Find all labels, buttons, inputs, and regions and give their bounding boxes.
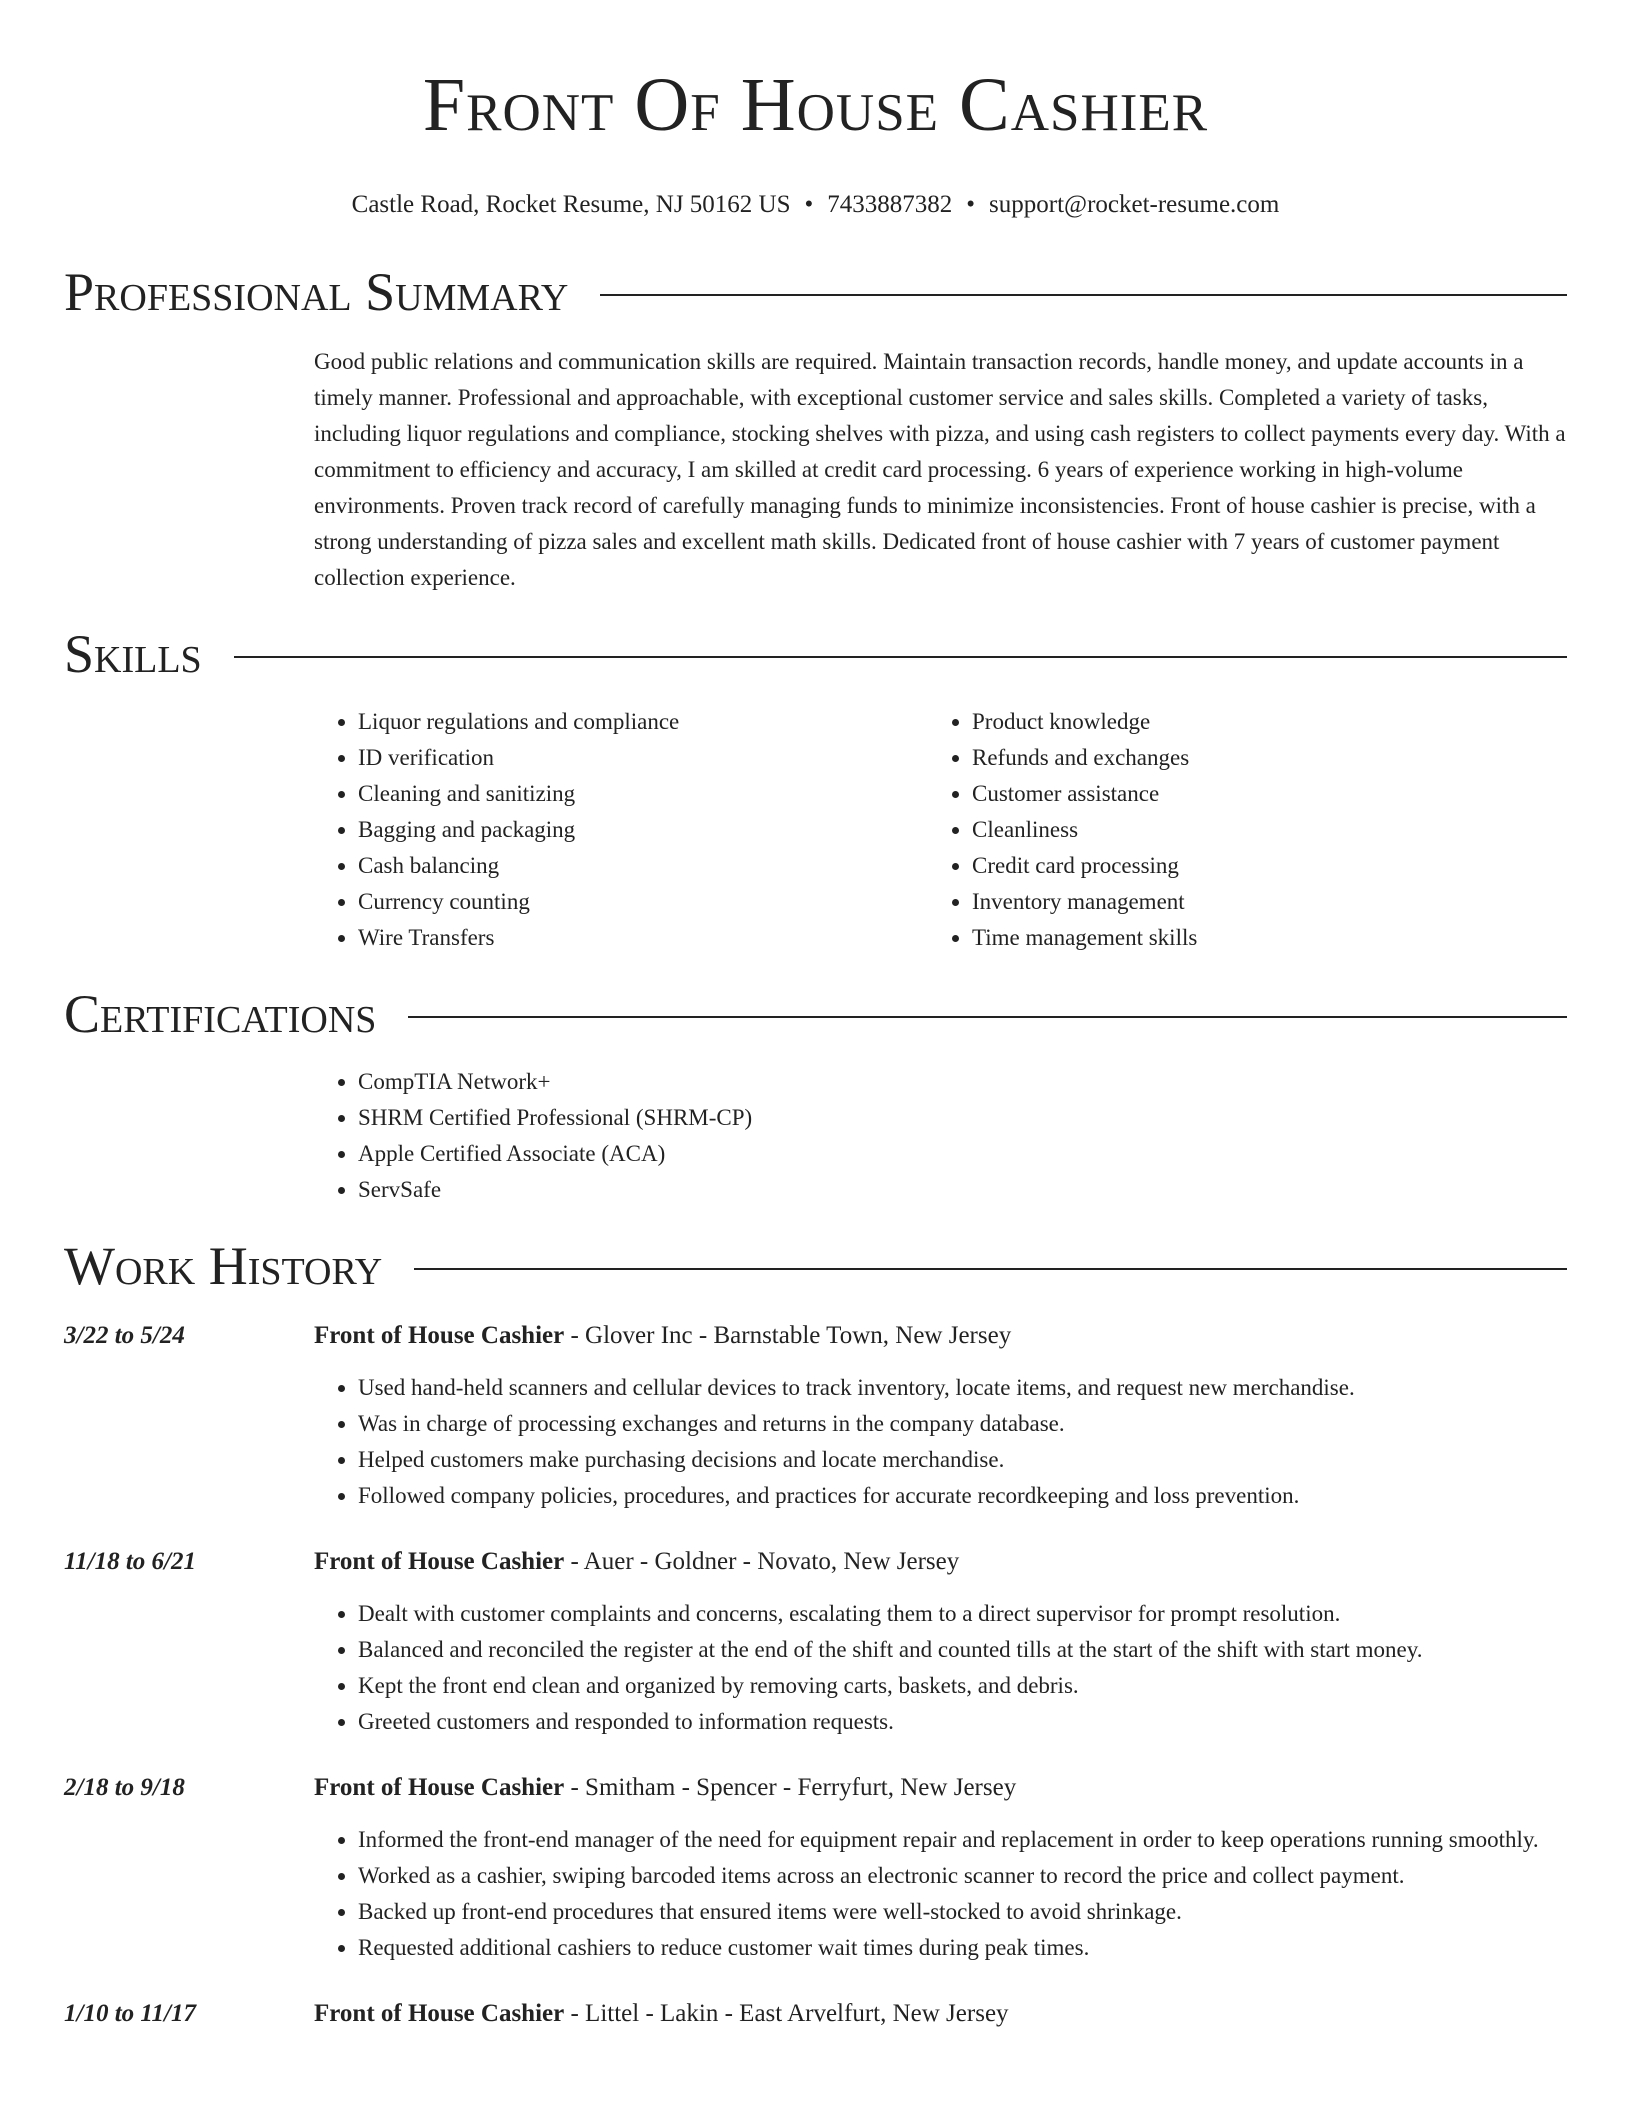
skill-item: • Cleanliness	[972, 812, 1542, 848]
job-dates: 11/18 to 6/21	[64, 1548, 196, 1575]
job-heading	[314, 1318, 1011, 1354]
resume-name: Front Of House Cashier	[422, 63, 1209, 147]
skill-item: • Liquor regulations and compliance	[358, 704, 928, 740]
skills-columns	[314, 704, 1567, 956]
job-dates: 1/10 to 11/17	[64, 2000, 196, 2027]
job-entry	[64, 1770, 1567, 1966]
job-heading	[314, 1544, 959, 1580]
certifications-list	[314, 1064, 1567, 1208]
section-divider	[234, 656, 1567, 658]
job-header	[64, 1318, 1567, 1354]
job-title: Front of House Cashier	[314, 1322, 565, 1349]
job-title: Front of House Cashier	[314, 1774, 565, 1801]
certification-item: • ServSafe	[358, 1172, 1567, 1208]
skill-item: • Refunds and exchanges	[972, 740, 1542, 776]
contact-email[interactable]: support@rocket-resume.com	[989, 191, 1280, 218]
job-bullet: • Balanced and reconciled the register at the end of the shift and counted tills at the start of the shift with start money.	[358, 1632, 1567, 1668]
work-history-header	[64, 1234, 1567, 1298]
certification-item: • Apple Certified Associate (ACA)	[358, 1136, 1567, 1172]
job-heading	[314, 1770, 1016, 1806]
summary-section	[64, 260, 1567, 596]
job-bullet: • Worked as a cashier, swiping barcoded items across an electronic scanner to record the price and collect payment.	[358, 1858, 1567, 1894]
job-employer: - Smitham - Spencer - Ferryfurt, New Jersey	[564, 1774, 1017, 1801]
contact-address: Castle Road, Rocket Resume, NJ 50162 US	[351, 191, 791, 218]
skill-item: • Cash balancing	[358, 848, 928, 884]
certification-item: • SHRM Certified Professional (SHRM-CP)	[358, 1100, 1567, 1136]
skill-item: • Customer assistance	[972, 776, 1542, 812]
job-employer: - Littel - Lakin - East Arvelfurt, New Jersey	[564, 2000, 1009, 2027]
skill-item: • Wire Transfers	[358, 920, 928, 956]
job-dates: 3/22 to 5/24	[64, 1322, 185, 1349]
job-bullet: • Requested additional cashiers to reduce customer wait times during peak times.	[358, 1930, 1567, 1966]
certifications-header	[64, 982, 1567, 1046]
contact-phone: 7433887382	[827, 191, 953, 218]
skill-item: • Credit card processing	[972, 848, 1542, 884]
job-employer: - Auer - Goldner - Novato, New Jersey	[564, 1548, 960, 1575]
summary-header	[64, 260, 1567, 324]
skills-header	[64, 622, 1567, 686]
job-header	[64, 1544, 1567, 1580]
skill-item: • Time management skills	[972, 920, 1542, 956]
job-bullet: • Dealt with customer complaints and concerns, escalating them to a direct supervisor for prompt resolution.	[358, 1596, 1567, 1632]
summary-text: Good public relations and communication skills are required. Maintain transaction records, handle money, and update accounts in a timely manner. Professional and approachable, with exceptional customer service and sales skills. Completed a variety of tasks, including liquor regulations and compliance, stocking shelves with pizza, and using cash registers to collect payments every day. With a commitment to efficiency and accuracy, I am skilled at credit card processing. 6 years of experience working in high-volume environments. Proven track record of carefully managing funds to minimize inconsistencies. Front of house cashier is precise, with a strong understanding of pizza sales and excellent math skills. Dedicated front of house cashier with 7 years of customer payment collection experience.	[314, 349, 1566, 590]
work-history-title: Work History	[64, 1236, 383, 1296]
skills-list-left	[314, 704, 928, 956]
job-header	[64, 1996, 1567, 2032]
section-divider	[408, 1016, 1567, 1018]
contact-separator: •	[966, 191, 976, 218]
job-bullet: • Helped customers make purchasing decisions and locate merchandise.	[358, 1442, 1567, 1478]
job-title: Front of House Cashier	[314, 1548, 565, 1575]
contact-separator: •	[804, 191, 814, 218]
job-bullet: • Informed the front-end manager of the need for equipment repair and replacement in order to keep operations running smoothly.	[358, 1822, 1567, 1858]
job-employer: - Glover Inc - Barnstable Town, New Jersey	[564, 1322, 1012, 1349]
skills-list-right	[928, 704, 1542, 956]
job-entry	[64, 1996, 1567, 2032]
job-bullets	[314, 1596, 1567, 1740]
contact-line	[64, 190, 1567, 220]
job-title: Front of House Cashier	[314, 2000, 565, 2027]
job-bullet: • Backed up front-end procedures that ensured items were well-stocked to avoid shrinkage.	[358, 1894, 1567, 1930]
job-bullet: • Followed company policies, procedures, and practices for accurate recordkeeping and loss prevention.	[358, 1478, 1567, 1514]
skill-item: • Bagging and packaging	[358, 812, 928, 848]
job-bullet: • Used hand-held scanners and cellular devices to track inventory, locate items, and request new merchandise.	[358, 1370, 1567, 1406]
job-dates: 2/18 to 9/18	[64, 1774, 185, 1801]
job-bullets	[314, 1822, 1567, 1966]
skill-item: • Cleaning and sanitizing	[358, 776, 928, 812]
job-entry	[64, 1318, 1567, 1514]
skills-section	[64, 622, 1567, 956]
certifications-section	[64, 982, 1567, 1208]
work-history-section	[64, 1234, 1567, 2032]
skills-title: Skills	[64, 624, 202, 684]
section-divider	[414, 1268, 1567, 1270]
job-bullet: • Kept the front end clean and organized by removing carts, baskets, and debris.	[358, 1668, 1567, 1704]
skill-item: • Inventory management	[972, 884, 1542, 920]
certifications-title: Certifications	[64, 984, 377, 1044]
job-header	[64, 1770, 1567, 1806]
job-bullets	[314, 1370, 1567, 1514]
skill-item: • Currency counting	[358, 884, 928, 920]
job-bullet: • Greeted customers and responded to information requests.	[358, 1704, 1567, 1740]
job-heading	[314, 1996, 1009, 2032]
certification-item: • CompTIA Network+	[358, 1064, 1567, 1100]
job-bullet: • Was in charge of processing exchanges and returns in the company database.	[358, 1406, 1567, 1442]
skill-item: • ID verification	[358, 740, 928, 776]
summary-title: Professional Summary	[64, 262, 569, 322]
skill-item: • Product knowledge	[972, 704, 1542, 740]
job-entry	[64, 1544, 1567, 1740]
section-divider	[600, 294, 1567, 296]
